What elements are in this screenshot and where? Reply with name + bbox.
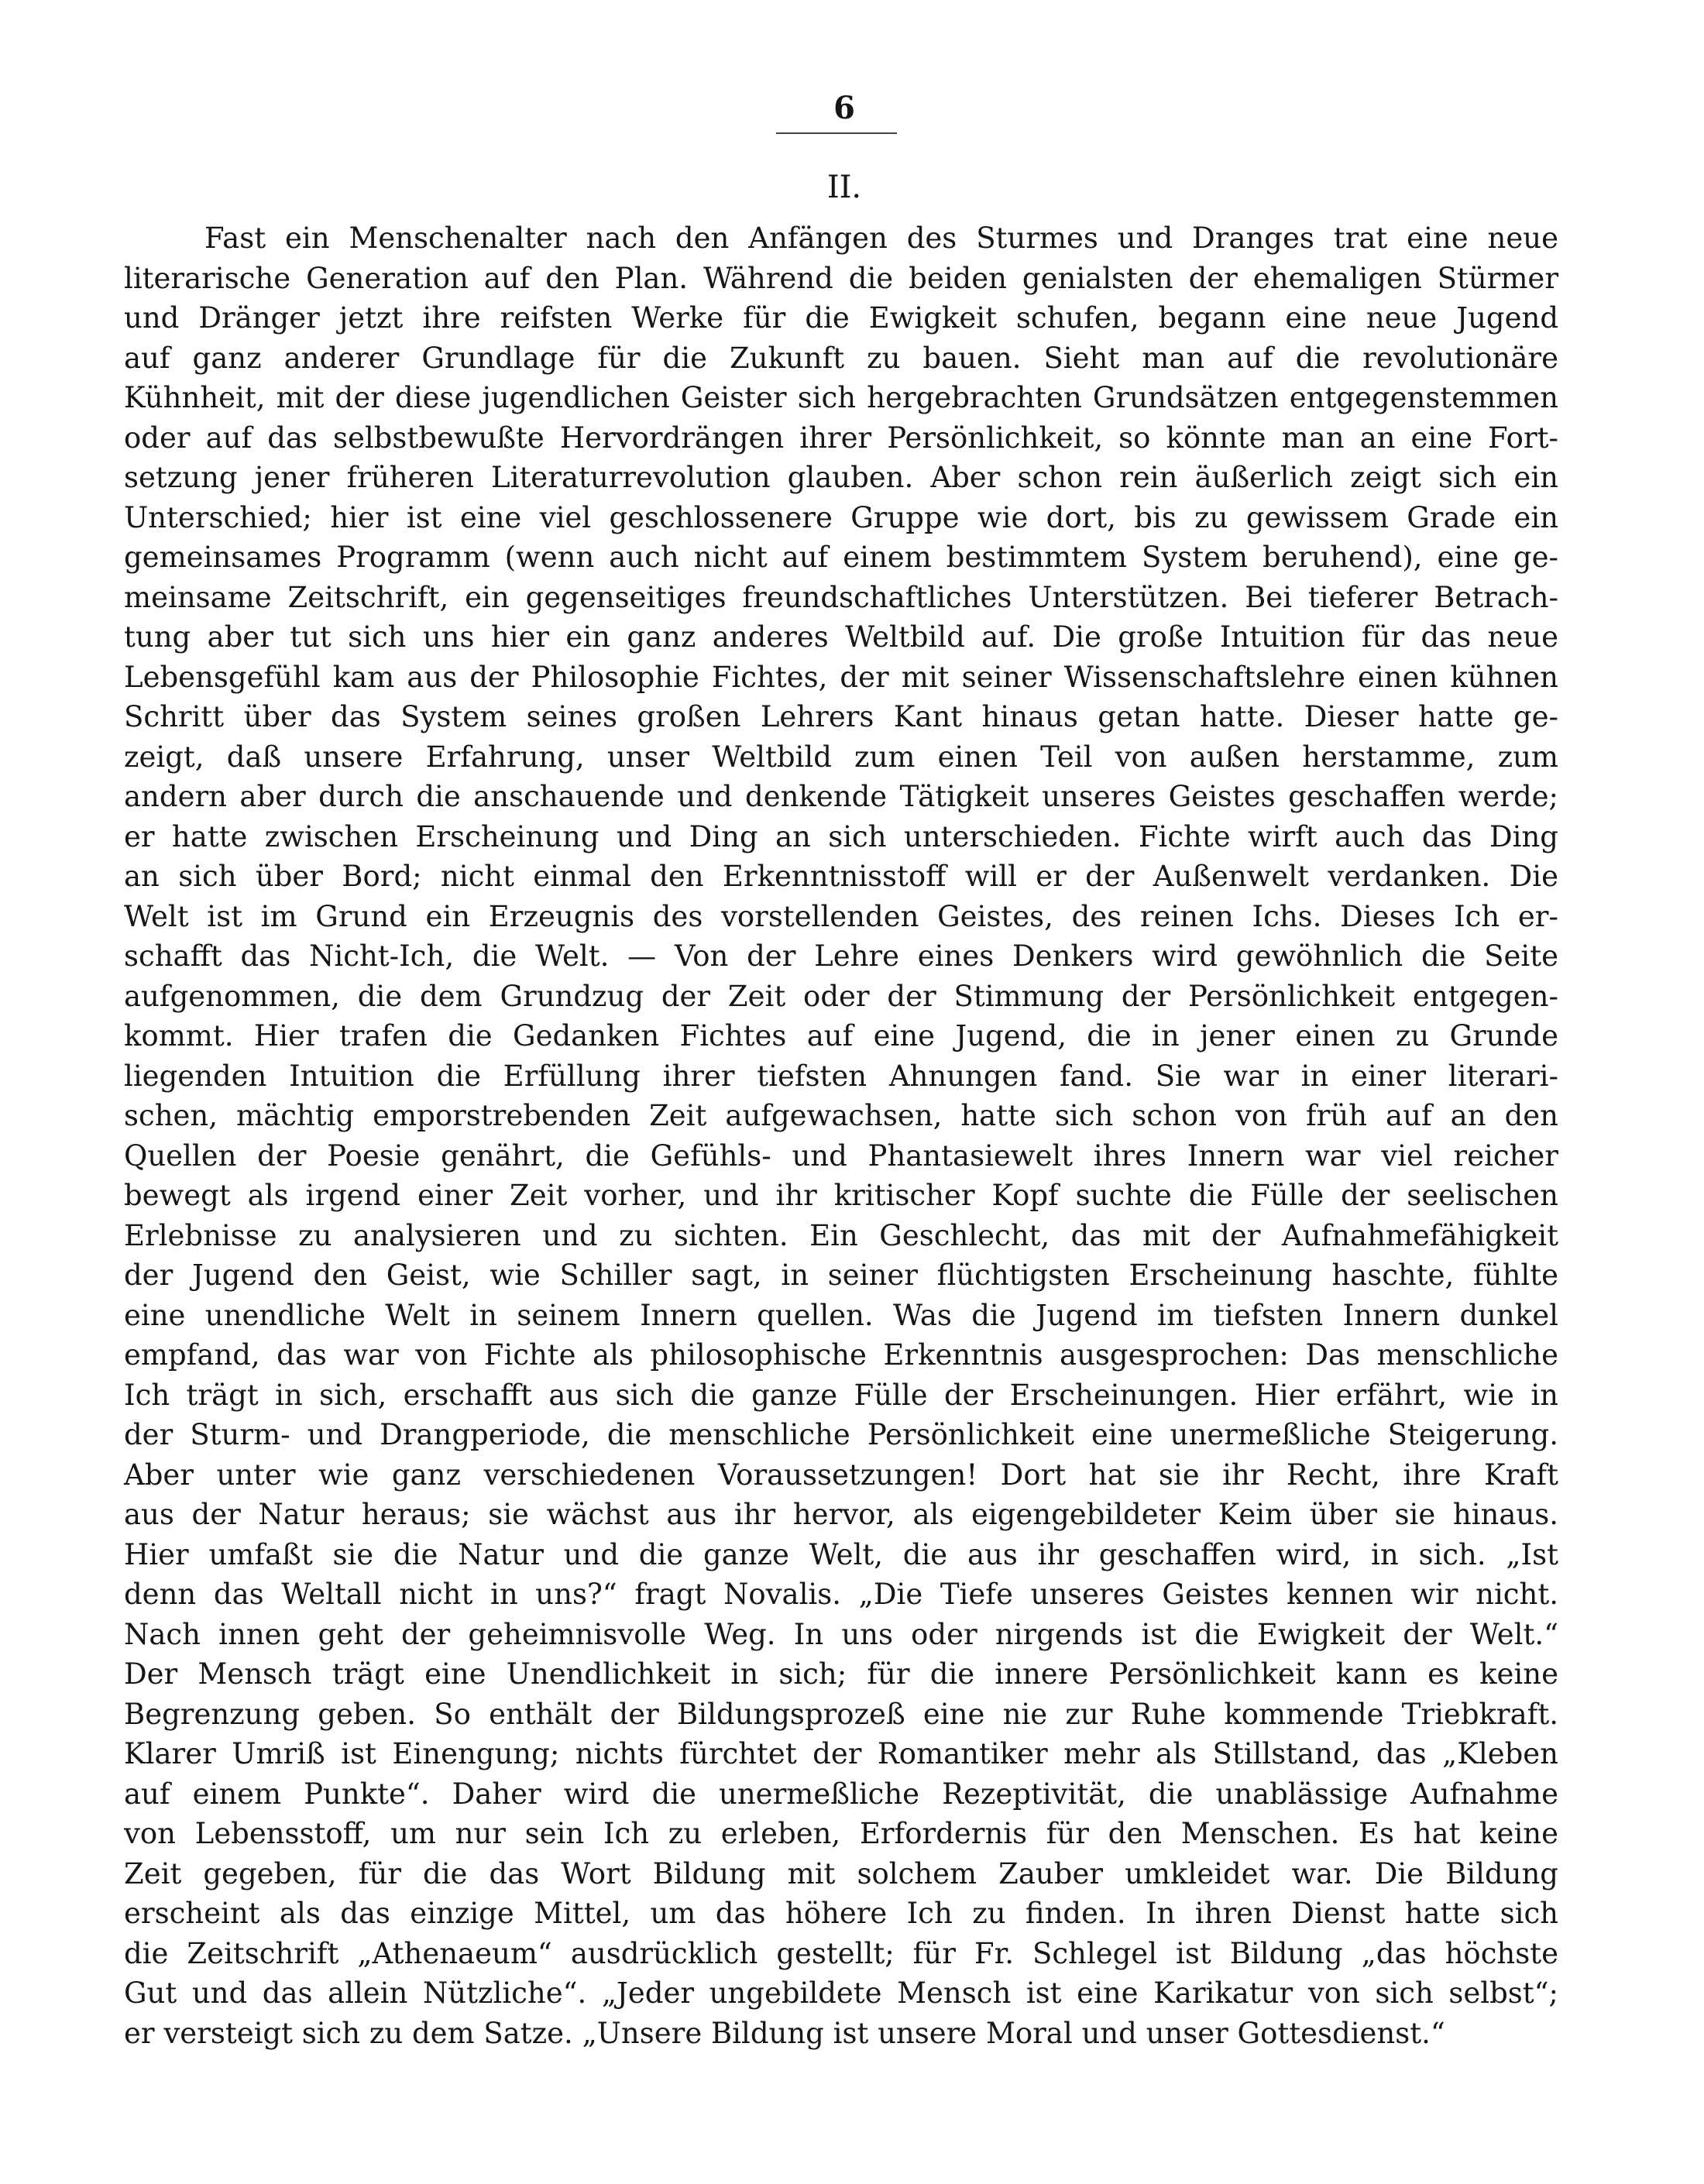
text-line: empfand, das war von Fichte als philosophische Erkenntnis ausgesprochen: Das menschliche (124, 1338, 1558, 1372)
text-line: Begrenzung geben. So enthält der Bildungsprozeß eine nie zur Ruhe kommende Triebkraft. (124, 1697, 1558, 1731)
text-line: der Sturm- und Drangperiode, die menschliche Persönlichkeit eine unermeßliche Steigerung. (124, 1418, 1558, 1451)
text-line: tung aber tut sich uns hier ein ganz anderes Weltbild auf. Die große Intuition für das neue (124, 620, 1558, 654)
text-line: setzung jener früheren Literaturrevolution glauben. Aber schon rein äußerlich zeigt sich ein (124, 461, 1558, 494)
text-line: zeigt, daß unsere Erfahrung, unser Weltbild zum einen Teil von außen herstamme, zum (124, 740, 1558, 774)
text-line: und Dränger jetzt ihre reifsten Werke für die Ewigkeit schufen, begann eine neue Jugend (124, 301, 1558, 335)
text-line: kommt. Hier trafen die Gedanken Fichtes auf eine Jugend, die in jener einen zu Grunde (124, 1019, 1558, 1053)
text-line: der Jugend den Geist, wie Schiller sagt, in seiner flüchtigsten Erscheinung haschte, fühlte (124, 1259, 1558, 1292)
text-line: Der Mensch trägt eine Unendlichkeit in sich; für die innere Persönlichkeit kann es keine (124, 1657, 1558, 1691)
text-line: Unterschied; hier ist eine viel geschlossenere Gruppe wie dort, bis zu gewissem Grade ein (124, 500, 1558, 534)
text-line: Ich trägt in sich, erschafft aus sich die ganze Fülle der Erscheinungen. Hier erfährt, wie in (124, 1378, 1558, 1412)
text-line: schafft das Nicht-Ich, die Welt. — Von der Lehre eines Denkers wird gewöhnlich die Seite (124, 939, 1558, 973)
text-line: aus der Natur heraus; sie wächst aus ihr hervor, als eigengebildeter Keim über sie hinaus. (124, 1498, 1558, 1531)
text-line: Nach innen geht der geheimnisvolle Weg. In uns oder nirgends ist die Ewigkeit der Welt.“ (124, 1617, 1558, 1651)
text-line: Klarer Umriß ist Einengung; nichts fürchtet der Romantiker mehr als Stillstand, das „Kleben (124, 1737, 1558, 1770)
text-line: erscheint als das einzige Mittel, um das höhere Ich zu finden. In ihren Dienst hatte sich (124, 1897, 1558, 1930)
text-line: Hier umfaßt sie die Natur und die ganze Welt, die aus ihr geschaffen wird, in sich. „Ist (124, 1537, 1558, 1571)
text-line: auf ganz anderer Grundlage für die Zukunft zu bauen. Sieht man auf die revolutionäre (124, 341, 1558, 375)
section-heading: II. (826, 170, 862, 205)
text-line: von Lebensstoff, um nur sein Ich zu erleben, Erfordernis für den Menschen. Es hat keine (124, 1817, 1558, 1850)
text-line: andern aber durch die anschauende und denkende Tätigkeit unseres Geistes geschaffen werde; (124, 780, 1558, 813)
text-line: liegenden Intuition die Erfüllung ihrer tiefsten Ahnungen fand. Sie war in einer literari- (124, 1059, 1558, 1093)
text-line: Gut und das allein Nützliche“. „Jeder ungebildete Mensch ist eine Karikatur von sich selbst“; (124, 1976, 1558, 2010)
text-line: er versteigt sich zu dem Satze. „Unsere Bildung ist unsere Moral und unser Gottesdienst.“ (124, 2016, 1445, 2050)
text-line: die Zeitschrift „Athenaeum“ ausdrücklich gestellt; für Fr. Schlegel ist Bildung „das höchste (124, 1936, 1558, 1970)
text-line: Quellen der Poesie genährt, die Gefühls- und Phantasiewelt ihres Innern war viel reicher (124, 1138, 1558, 1173)
text-line: er hatte zwischen Erscheinung und Ding an sich unterschieden. Fichte wirft auch das Ding (124, 819, 1558, 853)
text-line: Erlebnisse zu analysieren und zu sichten. Ein Geschlecht, das mit der Aufnahmefähigkeit (124, 1218, 1558, 1252)
text-line: denn das Weltall nicht in uns?“ fragt Novalis. „Die Tiefe unseres Geistes kennen wir nicht. (124, 1578, 1558, 1611)
page-number-rule (776, 132, 897, 134)
text-line: literarische Generation auf den Plan. Während die beiden genialsten der ehemaligen Stürmer (124, 261, 1558, 295)
text-line: Zeit gegeben, für die das Wort Bildung mit solchem Zauber umkleidet war. Die Bildung (124, 1856, 1558, 1890)
text-line: Fast ein Menschenalter nach den Anfängen des Sturmes und Dranges trat eine neue (204, 221, 1558, 255)
text-line: Aber unter wie ganz verschiedenen Voraussetzungen! Dort hat sie ihr Recht, ihre Kraft (124, 1458, 1558, 1492)
text-line: auf einem Punkte“. Daher wird die unermeßliche Rezeptivität, die unablässige Aufnahme (124, 1777, 1558, 1811)
text-line: Kühnheit, mit der diese jugendlichen Geister sich hergebrachten Grundsätzen entgegenstemmen (124, 381, 1558, 414)
text-line: oder auf das selbstbewußte Hervordrängen ihrer Persönlichkeit, so könnte man an eine Fort- (124, 421, 1558, 455)
text-line: an sich über Bord; nicht einmal den Erkenntnisstoff will er der Außenwelt verdanken. Die (124, 860, 1558, 893)
text-line: meinsame Zeitschrift, ein gegenseitiges freundschaftliches Unterstützen. Bei tieferer Betrach- (124, 580, 1558, 614)
text-line: Schritt über das System seines großen Lehrers Kant hinaus getan hatte. Dieser hatte ge- (124, 700, 1558, 733)
text-line: bewegt als irgend einer Zeit vorher, und ihr kritischer Kopf suchte die Fülle der seelischen (124, 1179, 1558, 1212)
text-line: eine unendliche Welt in seinem Innern quellen. Was die Jugend im tiefsten Innern dunkel (124, 1298, 1558, 1332)
page-number: 6 (833, 90, 855, 126)
text-line: aufgenommen, die dem Grundzug der Zeit oder der Stimmung der Persönlichkeit entgegen- (124, 979, 1558, 1013)
body-paragraph (124, 218, 1558, 2053)
text-line: gemeinsames Programm (wenn auch nicht auf einem bestimmtem System beruhend), eine ge- (124, 541, 1558, 574)
text-line: Lebensgefühl kam aus der Philosophie Fichtes, der mit seiner Wissenschaftslehre einen kühnen (124, 660, 1558, 694)
text-line: Welt ist im Grund ein Erzeugnis des vorstellenden Geistes, des reinen Ichs. Dieses Ich er- (124, 899, 1558, 933)
text-line: schen, mächtig emporstrebenden Zeit aufgewachsen, hatte sich schon von früh auf an den (124, 1099, 1558, 1132)
